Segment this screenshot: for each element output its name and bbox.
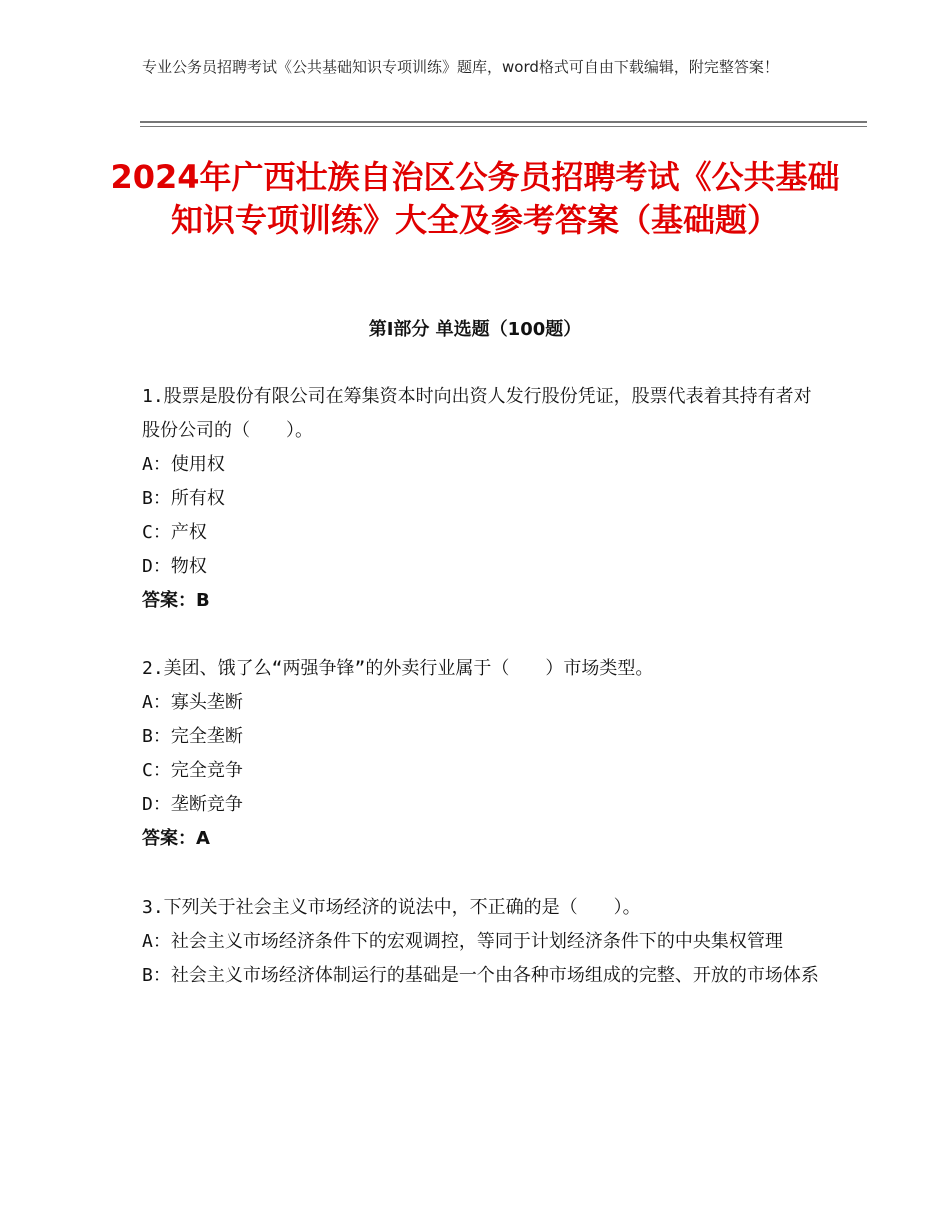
document-title: 2024年广西壮族自治区公务员招聘考试《公共基础知识专项训练》大全及参考答案（基础题） (110, 158, 840, 239)
option-a: A：寡头垄断 (142, 692, 243, 713)
option-c: C：完全竞争 (142, 760, 243, 781)
option-d: D：物权 (142, 556, 207, 577)
header-rule-thick (140, 121, 867, 123)
question-text: 3.下列关于社会主义市场经济的说法中，不正确的是（ ）。 (142, 897, 641, 918)
option-b: B：所有权 (142, 488, 225, 509)
question-block-1 (142, 380, 822, 618)
answer: 答案：A (142, 828, 210, 849)
question-text: 2.美团、饿了么“两强争锋”的外卖行业属于（ ）市场类型。 (142, 658, 654, 679)
header-rule-thin (140, 126, 867, 127)
question-block-2 (142, 652, 822, 856)
option-a: A：使用权 (142, 454, 225, 475)
section-heading: 第Ⅰ部分 单选题（100题） (368, 319, 582, 340)
option-c: C：产权 (142, 522, 207, 543)
header-note: 专业公务员招聘考试《公共基础知识专项训练》题库，word格式可自由下载编辑，附完整答案！ (142, 58, 779, 76)
question-block-3 (142, 891, 822, 993)
answer: 答案：B (142, 590, 210, 611)
option-a: A：社会主义市场经济条件下的宏观调控，等同于计划经济条件下的中央集权管理 (142, 931, 783, 952)
option-d: D：垄断竞争 (142, 794, 243, 815)
option-b: B：社会主义市场经济体制运行的基础是一个由各种市场组成的完整、开放的市场体系 (142, 965, 819, 986)
option-b: B：完全垄断 (142, 726, 243, 747)
question-text: 1.股票是股份有限公司在筹集资本时向出资人发行股份凭证，股票代表着其持有者对股份公司的（ ）。 (142, 386, 812, 441)
